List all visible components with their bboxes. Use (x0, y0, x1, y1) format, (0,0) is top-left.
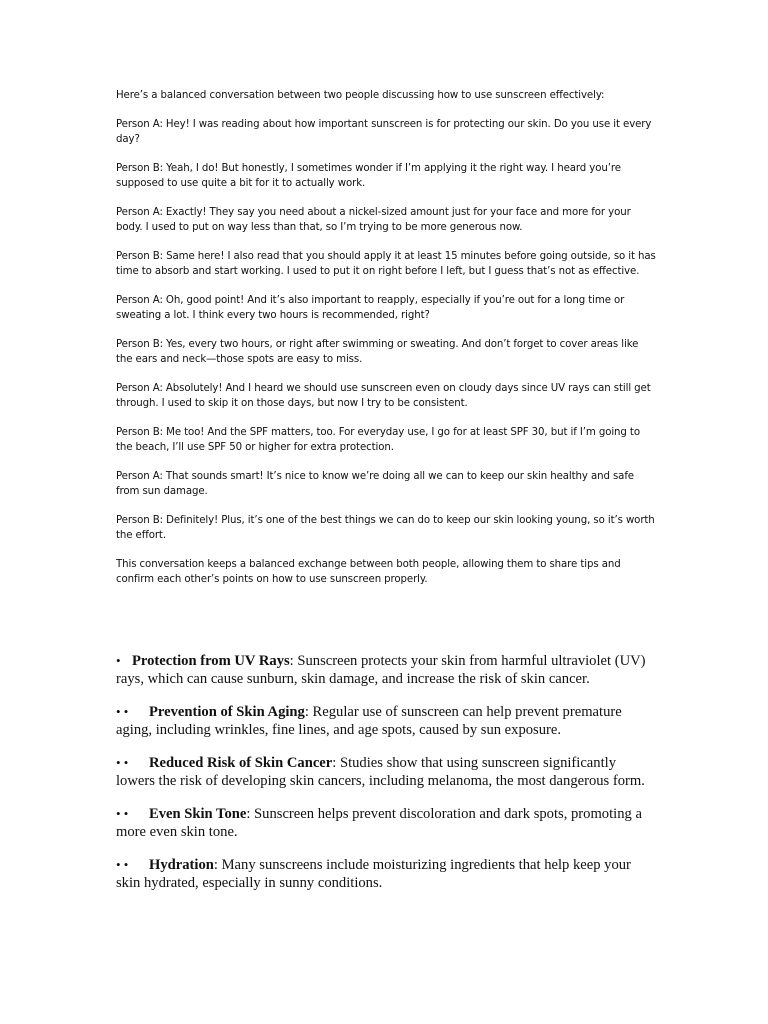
benefit-title: Protection from UV Rays (132, 653, 290, 669)
benefit-item (116, 754, 656, 790)
bullet-icon: • • (116, 857, 129, 872)
conversation-line: Person A: Oh, good point! And it’s also important to reapply, especially if you’re out for a long time or sweating a lot. I think every two hours is recommended, right? (116, 295, 625, 321)
benefit-title: Hydration (149, 857, 214, 873)
conversation-line: Person A: Hey! I was reading about how important sunscreen is for protecting our skin. Do you use it every day? (116, 119, 652, 145)
benefit-item (116, 805, 656, 841)
conversation-line: Person B: Yeah, I do! But honestly, I sometimes wonder if I’m applying it the right way. I heard you’re supposed to use quite a bit for it to actually work. (116, 163, 621, 189)
conversation-line: Person B: Yes, every two hours, or right after swimming or sweating. And don’t forget to cover areas like the ears and neck—those spots are easy to miss. (116, 339, 639, 365)
benefit-text: : Sunscreen protects your skin from harmful ultraviolet (UV) rays, which can cause sunburn, skin damage, and increase the risk of skin cancer. (116, 653, 646, 687)
benefit-text: : Sunscreen helps prevent discoloration and dark spots, promoting a more even skin tone. (116, 806, 642, 840)
benefit-item (116, 652, 656, 688)
bullet-icon: • • (116, 755, 129, 770)
conversation-line: Person A: Exactly! They say you need about a nickel-sized amount just for your face and more for your body. I used to put on way less than that, so I’m trying to be more generous now. (116, 207, 631, 233)
benefit-title: Even Skin Tone (149, 806, 247, 822)
conversation-line: Person B: Definitely! Plus, it’s one of the best things we can do to keep our skin looking young, so it’s worth the effort. (116, 515, 655, 541)
conversation-line: Person B: Me too! And the SPF matters, too. For everyday use, I go for at least SPF 30, but if I’m going to the beach, I’ll use SPF 50 or higher for extra protection. (116, 427, 640, 453)
conversation-outro: This conversation keeps a balanced exchange between both people, allowing them to share tips and confirm each other’s points on how to use sunscreen properly. (116, 559, 621, 585)
bullet-icon: • (116, 653, 121, 668)
benefit-item (116, 856, 656, 892)
bullet-icon: • • (116, 704, 129, 719)
benefit-text: : Studies show that using sunscreen significantly lowers the risk of developing skin cancers, including melanoma, the most dangerous form. (116, 755, 645, 789)
benefit-item (116, 703, 656, 739)
conversation-line: Person B: Same here! I also read that you should apply it at least 15 minutes before going outside, so it has time to absorb and start working. I used to put it on right before I left, but I guess that’s not as effective. (116, 251, 656, 277)
bullet-icon: • • (116, 806, 129, 821)
conversation-line: Person A: That sounds smart! It’s nice to know we’re doing all we can to keep our skin healthy and safe from sun damage. (116, 471, 634, 497)
conversation-line: Person A: Absolutely! And I heard we should use sunscreen even on cloudy days since UV rays can still get through. I used to skip it on those days, but now I try to be consistent. (116, 383, 651, 409)
conversation-intro: Here’s a balanced conversation between two people discussing how to use sunscreen effectively: (116, 90, 605, 101)
benefit-text: : Regular use of sunscreen can help prevent premature aging, including wrinkles, fine lines, and age spots, caused by sun exposure. (116, 704, 622, 738)
benefits-list (116, 652, 656, 907)
conversation-section (116, 88, 656, 601)
benefit-text: : Many sunscreens include moisturizing ingredients that help keep your skin hydrated, especially in sunny conditions. (116, 857, 631, 891)
benefit-title: Prevention of Skin Aging (149, 704, 305, 720)
benefit-title: Reduced Risk of Skin Cancer (149, 755, 333, 771)
